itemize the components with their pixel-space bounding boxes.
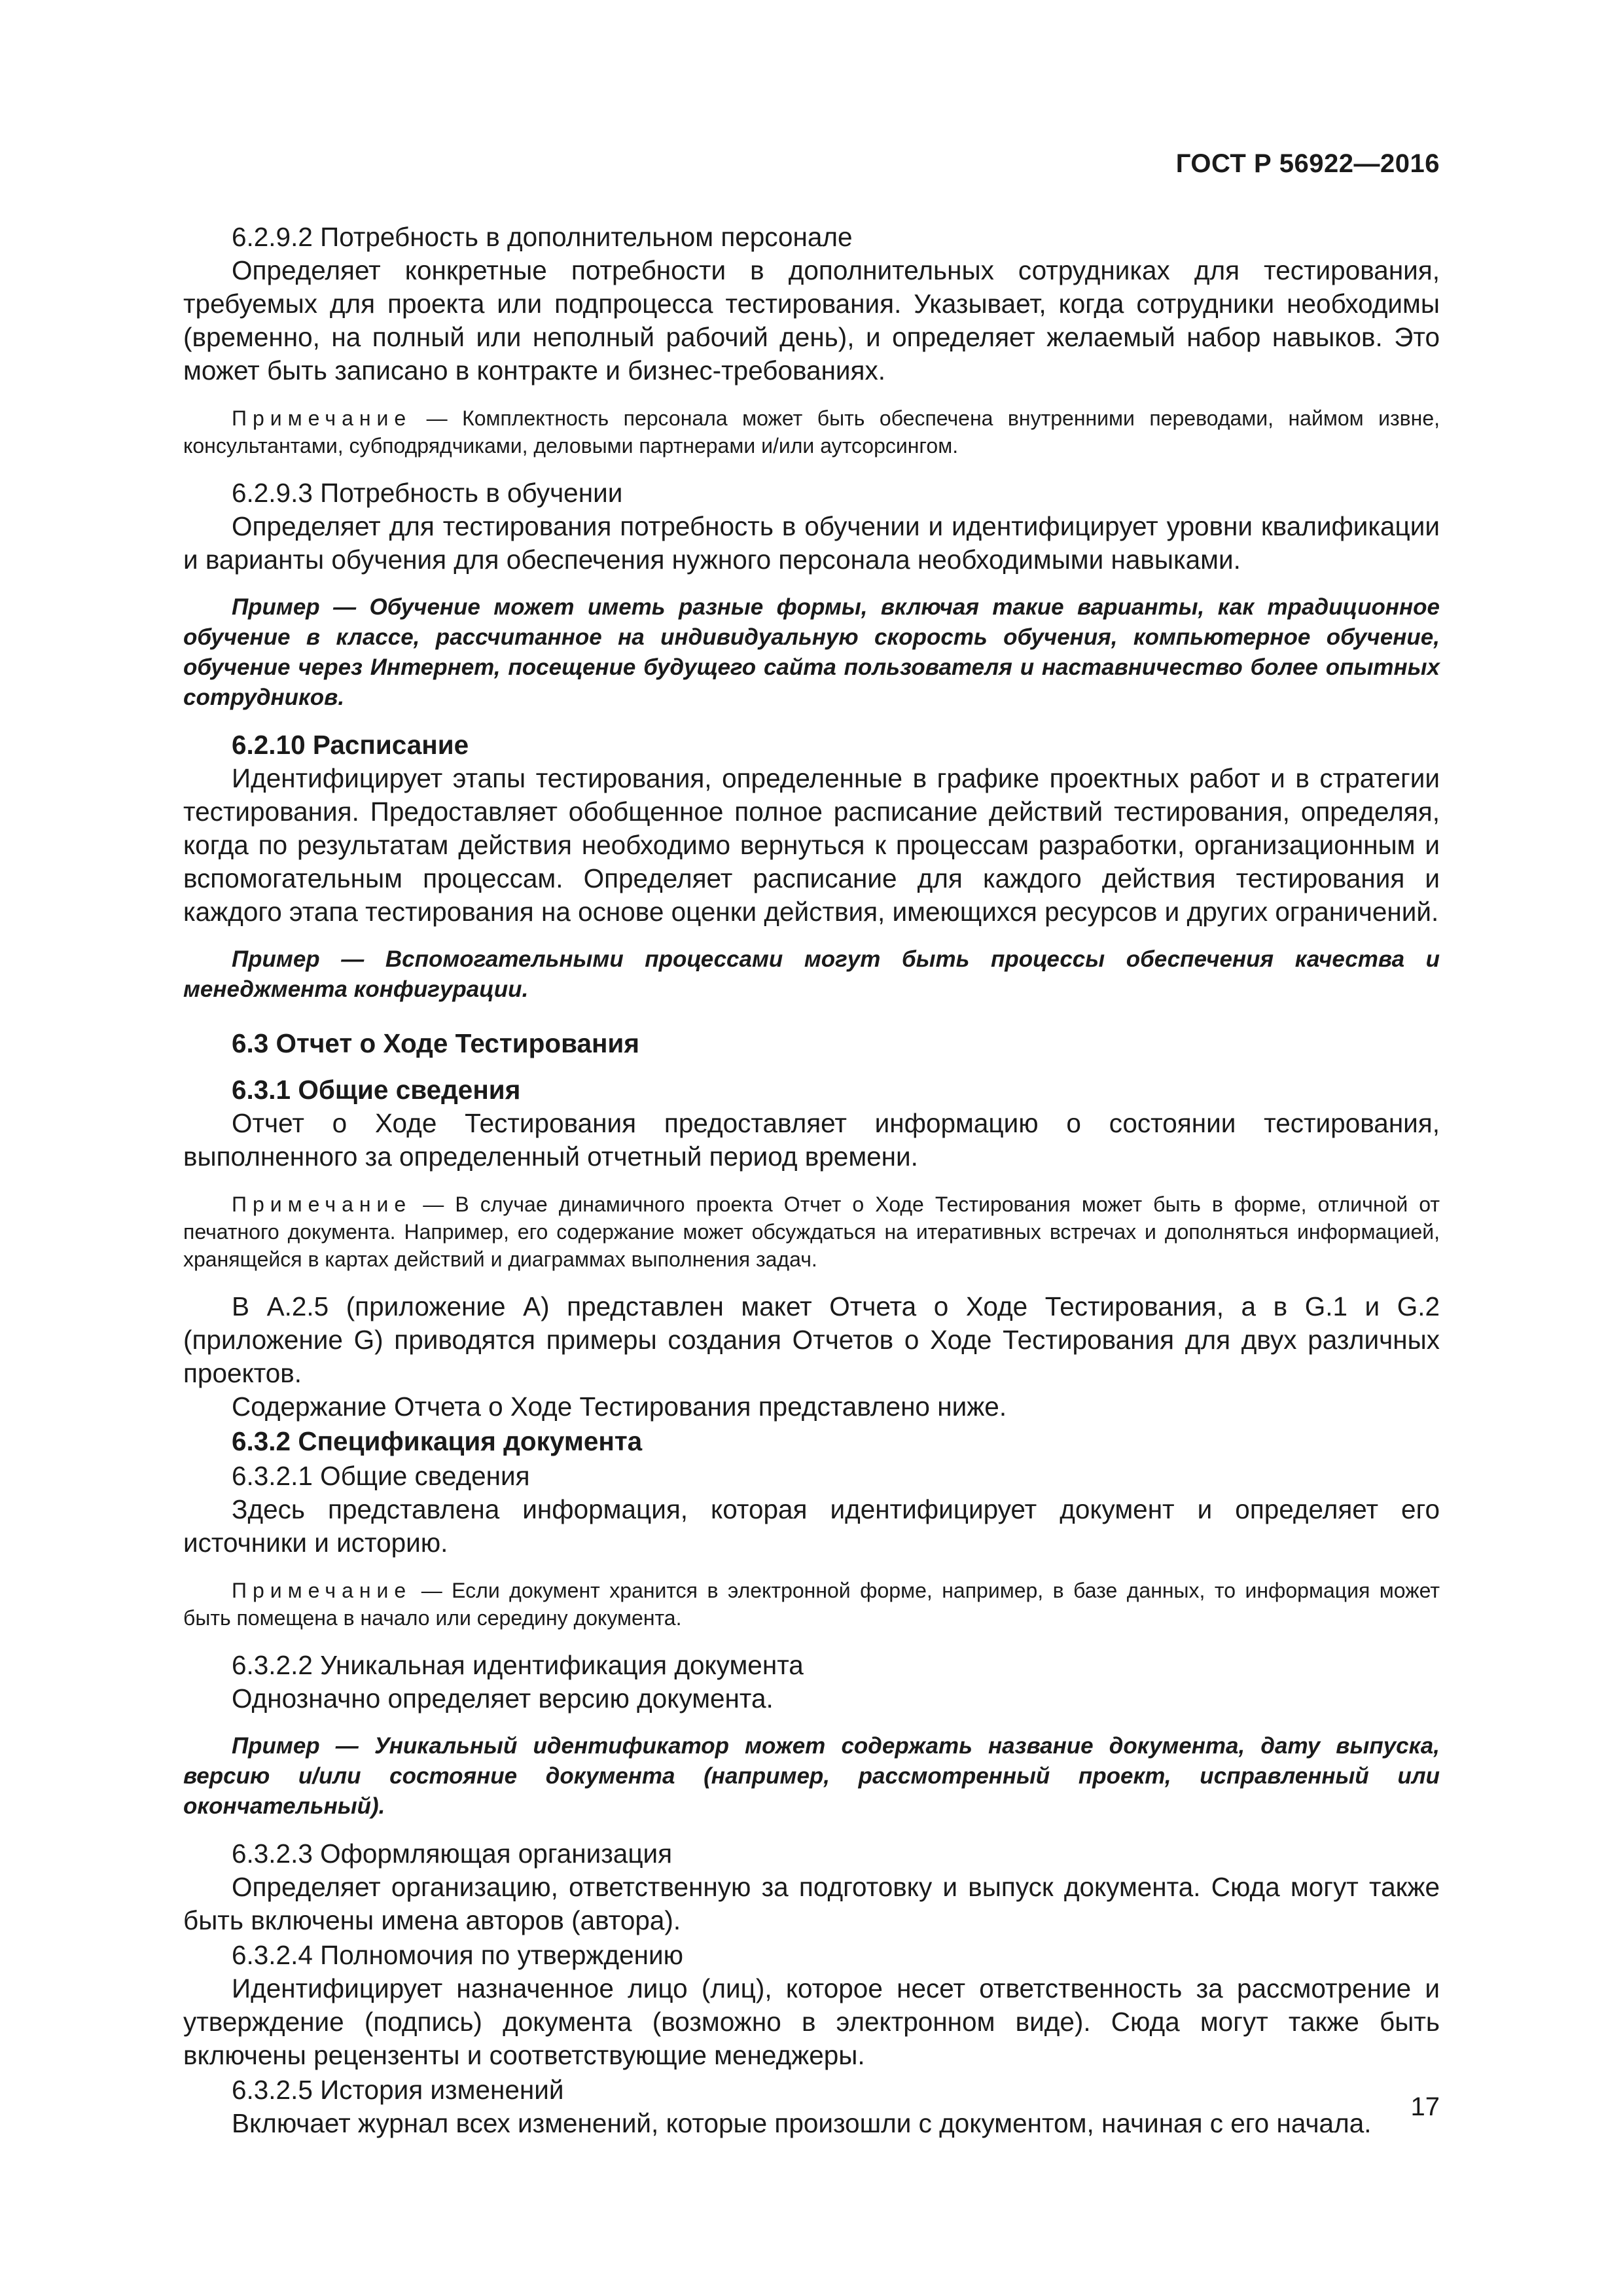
note-label: Примечание xyxy=(232,1579,412,1602)
section-6-3-2-5-heading: 6.3.2.5 История изменений xyxy=(232,2075,564,2105)
document-code: ГОСТ Р 56922—2016 xyxy=(1175,149,1440,178)
section-6-3-1-text: Отчет о Ходе Тестирования предоставляет информацию о состоянии тестирования, выполненного за определенный отчетный период времени. xyxy=(183,1108,1440,1172)
note-2 xyxy=(183,1191,1440,1273)
example-2: Пример — Вспомогательными процессами могут быть процессы обеспечения качества и менеджмента конфигурации. xyxy=(183,946,1440,1002)
page-number: 17 xyxy=(1410,2092,1440,2121)
section-6-3-1-text-2: В А.2.5 (приложение А) представлен макет Отчета о Ходе Тестирования, а в G.1 и G.2 (приложение G) приводятся примеры создания Отчетов о Ходе Тестирования для двух различных проектов. xyxy=(183,1291,1440,1388)
note-1 xyxy=(183,404,1440,459)
section-6-2-9-3-heading: 6.2.9.3 Потребность в обучении xyxy=(232,478,623,508)
section-6-2-10-text: Идентифицирует этапы тестирования, определенные в графике проектных работ и в стратегии тестирования. Предоставляет обобщенное полное расписание действий тестирования, определяя, когда по результатам действия необходимо вернуться к процессам разработки, организационным и вспомогательным процессам. Определяет расписание для каждого действия тестирования и каждого этапа тестирования на основе оценки действия, имеющихся ресурсов и других ограничений. xyxy=(183,763,1440,927)
section-6-3-2-5-text: Включает журнал всех изменений, которые произошли с документом, начиная с его начала. xyxy=(232,2108,1372,2138)
section-6-2-9-2-text: Определяет конкретные потребности в дополнительных сотрудниках для тестирования, требуемых для проекта или подпроцесса тестирования. Указывает, когда сотрудники необходимы (временно, на полный или неполный рабочий день), и определяет желаемый набор навыков. Это может быть записано в контракте и бизнес-требованиях. xyxy=(183,255,1440,386)
section-6-3-2-heading: 6.3.2 Спецификация документа xyxy=(232,1426,643,1456)
note-text: — Комплектность персонала может быть обеспечена внутренними переводами, наймом извне, консультантами, субподрядчиками, деловыми партнерами и/или аутсорсингом. xyxy=(183,406,1440,457)
section-6-3-2-2-heading: 6.3.2.2 Уникальная идентификация документа xyxy=(232,1650,804,1680)
page-body xyxy=(183,219,1440,2140)
section-6-2-10-heading: 6.2.10 Расписание xyxy=(232,730,469,760)
section-6-2-9-3-text: Определяет для тестирования потребность в обучении и идентифицирует уровни квалификации и варианты обучения для обеспечения нужного персонала необходимыми навыками. xyxy=(183,511,1440,575)
section-6-2-9-2-heading: 6.2.9.2 Потребность в дополнительном персонале xyxy=(232,222,853,252)
example-3: Пример — Уникальный идентификатор может содержать название документа, дату выпуска, версию и/или состояние документа (например, рассмотренный проект, исправленный или окончательный). xyxy=(183,1733,1440,1819)
section-6-3-1-heading: 6.3.1 Общие сведения xyxy=(232,1075,521,1105)
section-6-3-2-3-text: Определяет организацию, ответственную за подготовку и выпуск документа. Сюда могут также быть включены имена авторов (автора). xyxy=(183,1872,1440,1935)
note-text: — В случае динамичного проекта Отчет о Ходе Тестирования может быть в форме, отличной от печатного документа. Например, его содержание может обсуждаться на итеративных встречах и дополняться информацией, хранящейся в картах действий и диаграммах выполнения задач. xyxy=(183,1193,1440,1271)
section-6-3-2-1-text: Здесь представлена информация, которая идентифицирует документ и определяет его источники и историю. xyxy=(183,1494,1440,1558)
section-6-3-2-2-text: Однозначно определяет версию документа. xyxy=(232,1683,774,1713)
note-label: Примечание xyxy=(232,406,412,430)
section-6-3-heading: 6.3 Отчет о Ходе Тестирования xyxy=(232,1028,639,1058)
example-1: Пример — Обучение может иметь разные формы, включая такие варианты, как традиционное обучение в классе, рассчитанное на индивидуальную скорость обучения, компьютерное обучение, обучение через Интернет, посещение будущего сайта пользователя и наставничество более опытных сотрудников. xyxy=(183,594,1440,710)
section-6-3-2-3-heading: 6.3.2.3 Оформляющая организация xyxy=(232,1839,673,1869)
section-6-3-2-1-heading: 6.3.2.1 Общие сведения xyxy=(232,1461,530,1491)
section-6-3-2-4-text: Идентифицирует назначенное лицо (лиц), которое несет ответственность за рассмотрение и утверждение (подпись) документа (возможно в электронном виде). Сюда могут также быть включены рецензенты и соответствующие менеджеры. xyxy=(183,1973,1440,2070)
note-label: Примечание xyxy=(232,1193,412,1216)
note-text: — Если документ хранится в электронной форме, например, в базе данных, то информация может быть помещена в начало или середину документа. xyxy=(183,1579,1440,1630)
note-3 xyxy=(183,1577,1440,1632)
section-6-3-2-4-heading: 6.3.2.4 Полномочия по утверждению xyxy=(232,1940,683,1970)
section-6-3-1-text-3: Содержание Отчета о Ходе Тестирования представлено ниже. xyxy=(232,1391,1007,1422)
